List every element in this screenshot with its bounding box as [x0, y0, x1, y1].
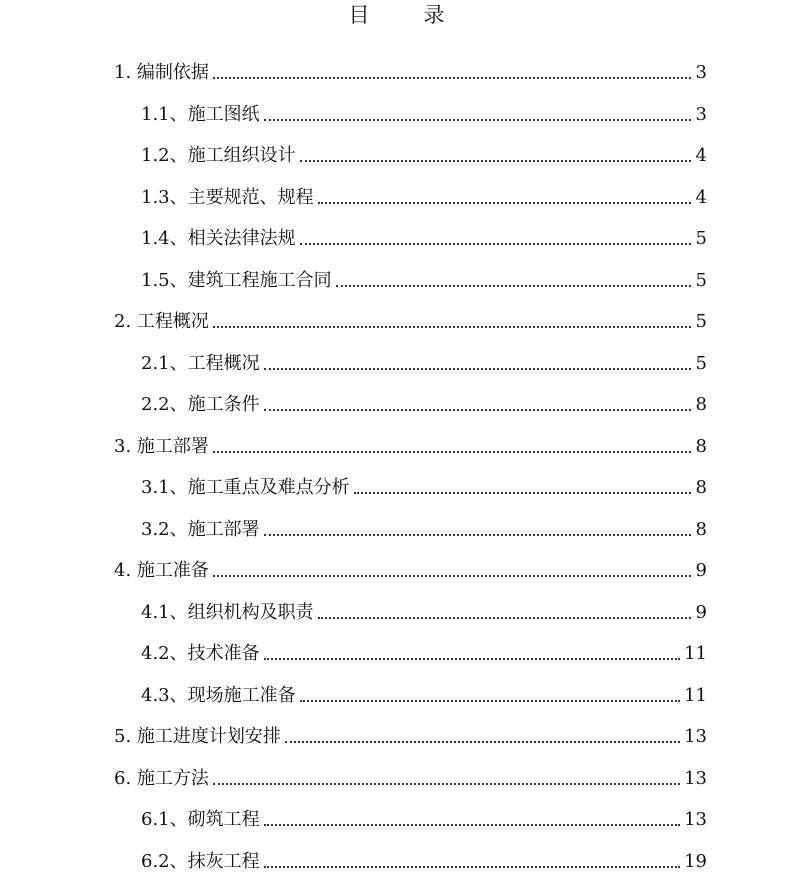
toc-dot-leader — [318, 616, 691, 619]
toc-entry-number: 6.1、 — [141, 809, 188, 830]
toc-dot-leader — [264, 533, 691, 536]
toc-dot-leader — [264, 118, 691, 121]
toc-entry-number: 1. — [114, 62, 137, 83]
toc-dot-leader — [300, 699, 680, 702]
toc-entry-title: 施工图纸 — [187, 103, 260, 125]
toc-entry-number: 4.2、 — [141, 643, 188, 664]
toc-entry-page-number: 9 — [695, 560, 707, 581]
toc-entry-page-number: 13 — [684, 809, 707, 830]
toc-dot-leader — [264, 367, 691, 370]
toc-entry-page-number: 8 — [695, 477, 707, 498]
toc-dot-leader — [264, 823, 680, 826]
toc-entry[interactable] — [141, 266, 707, 296]
toc-entry[interactable] — [141, 473, 707, 503]
toc-entry[interactable] — [141, 515, 707, 545]
toc-entry-title: 抹灰工程 — [187, 850, 260, 872]
toc-dot-leader — [213, 76, 691, 79]
toc-entry[interactable] — [141, 141, 707, 171]
toc-entry-title: 工程概况 — [136, 311, 209, 332]
toc-entry-title: 施工组织设计 — [187, 145, 296, 166]
toc-entry-number: 1.1、 — [141, 103, 188, 125]
toc-entry-page-number: 5 — [695, 311, 707, 332]
toc-dot-leader — [213, 782, 680, 785]
toc-entry-number: 1.4、 — [141, 228, 188, 249]
toc-entry-page-number: 3 — [695, 62, 707, 83]
toc-dot-leader — [213, 450, 691, 453]
toc-entry-title: 施工准备 — [136, 560, 209, 581]
toc-entry-title: 施工部署 — [136, 435, 209, 457]
toc-entry-number: 4.3、 — [141, 684, 188, 706]
toc-entry-title: 编制依据 — [136, 62, 209, 83]
toc-entry[interactable] — [114, 556, 707, 586]
toc-entry-title: 主要规范、规程 — [187, 186, 314, 208]
toc-entry-page-number: 3 — [695, 103, 707, 125]
toc-entry[interactable] — [141, 639, 707, 669]
toc-entry-title: 砌筑工程 — [187, 809, 260, 830]
toc-entry[interactable] — [141, 681, 707, 711]
toc-entry-number: 2.1、 — [141, 352, 188, 374]
toc-entry[interactable] — [114, 307, 707, 337]
toc-entry[interactable] — [141, 805, 707, 835]
toc-entry[interactable] — [114, 432, 707, 462]
toc-entry[interactable] — [114, 764, 707, 794]
toc-entry-page-number: 13 — [684, 726, 707, 747]
toc-entry-page-number: 5 — [695, 228, 707, 249]
toc-dot-leader — [336, 284, 691, 287]
toc-entry[interactable] — [114, 722, 707, 752]
toc-entry[interactable] — [141, 349, 707, 379]
toc-entry-number: 4.1、 — [141, 601, 188, 623]
toc-entry-number: 1.2、 — [141, 145, 188, 166]
toc-entry-page-number: 19 — [684, 850, 707, 872]
toc-dot-leader — [264, 408, 691, 411]
toc-entry-title: 施工重点及难点分析 — [187, 477, 350, 498]
toc-entry[interactable] — [114, 58, 707, 88]
toc-dot-leader — [213, 574, 691, 577]
toc-entry-page-number: 5 — [695, 352, 707, 374]
toc-entry-title: 工程概况 — [187, 352, 260, 374]
toc-entry-number: 3. — [114, 435, 137, 457]
toc-entry-page-number: 4 — [695, 145, 707, 166]
toc-dot-leader — [264, 865, 680, 868]
toc-entry-number: 6.2、 — [141, 850, 188, 872]
toc-entry-title: 建筑工程施工合同 — [187, 269, 332, 291]
toc-entry-page-number: 13 — [684, 767, 707, 789]
toc-dot-leader — [264, 657, 680, 660]
toc-entry[interactable] — [141, 847, 707, 877]
toc-entry-number: 1.3、 — [141, 186, 188, 208]
title-char-2: 录 — [423, 3, 445, 27]
toc-dot-leader — [300, 242, 691, 245]
toc-entry-number: 6. — [114, 767, 137, 789]
toc-entry[interactable] — [141, 598, 707, 628]
toc-entry-page-number: 4 — [695, 186, 707, 208]
toc-entry-page-number: 8 — [695, 518, 707, 540]
toc-entry-page-number: 5 — [695, 269, 707, 291]
toc-dot-leader — [285, 740, 680, 743]
toc-dot-leader — [213, 325, 691, 328]
toc-entry-page-number: 8 — [695, 435, 707, 457]
toc-entry-title: 技术准备 — [187, 643, 260, 664]
toc-entry-page-number: 11 — [684, 643, 707, 664]
toc-entry-number: 2.2、 — [141, 394, 188, 415]
toc-entry-number: 4. — [114, 560, 137, 581]
toc-entry-number: 3.1、 — [141, 477, 188, 498]
title-char-1: 目 — [348, 3, 370, 27]
toc-entry-title: 相关法律法规 — [187, 228, 296, 249]
toc-entry-title: 施工进度计划安排 — [136, 726, 281, 747]
toc-entry-page-number: 8 — [695, 394, 707, 415]
toc-entry-number: 1.5、 — [141, 269, 188, 291]
toc-entry-number: 2. — [114, 311, 137, 332]
toc-entry-title: 施工方法 — [136, 767, 209, 789]
toc-entry-number: 5. — [114, 726, 137, 747]
toc-entry[interactable] — [141, 390, 707, 420]
toc-entry-page-number: 11 — [684, 684, 707, 706]
toc-dot-leader — [354, 491, 691, 494]
toc-entry-title: 组织机构及职责 — [187, 601, 314, 623]
toc-entry-number: 3.2、 — [141, 518, 188, 540]
toc-dot-leader — [318, 201, 691, 204]
toc-entry-page-number: 9 — [695, 601, 707, 623]
toc-entry[interactable] — [141, 224, 707, 254]
toc-entry[interactable] — [141, 100, 707, 130]
toc-entry-title: 现场施工准备 — [187, 684, 296, 706]
toc-dot-leader — [300, 159, 691, 162]
toc-entry-title: 施工条件 — [187, 394, 260, 415]
toc-entry[interactable] — [141, 183, 707, 213]
toc-entry-title: 施工部署 — [187, 518, 260, 540]
